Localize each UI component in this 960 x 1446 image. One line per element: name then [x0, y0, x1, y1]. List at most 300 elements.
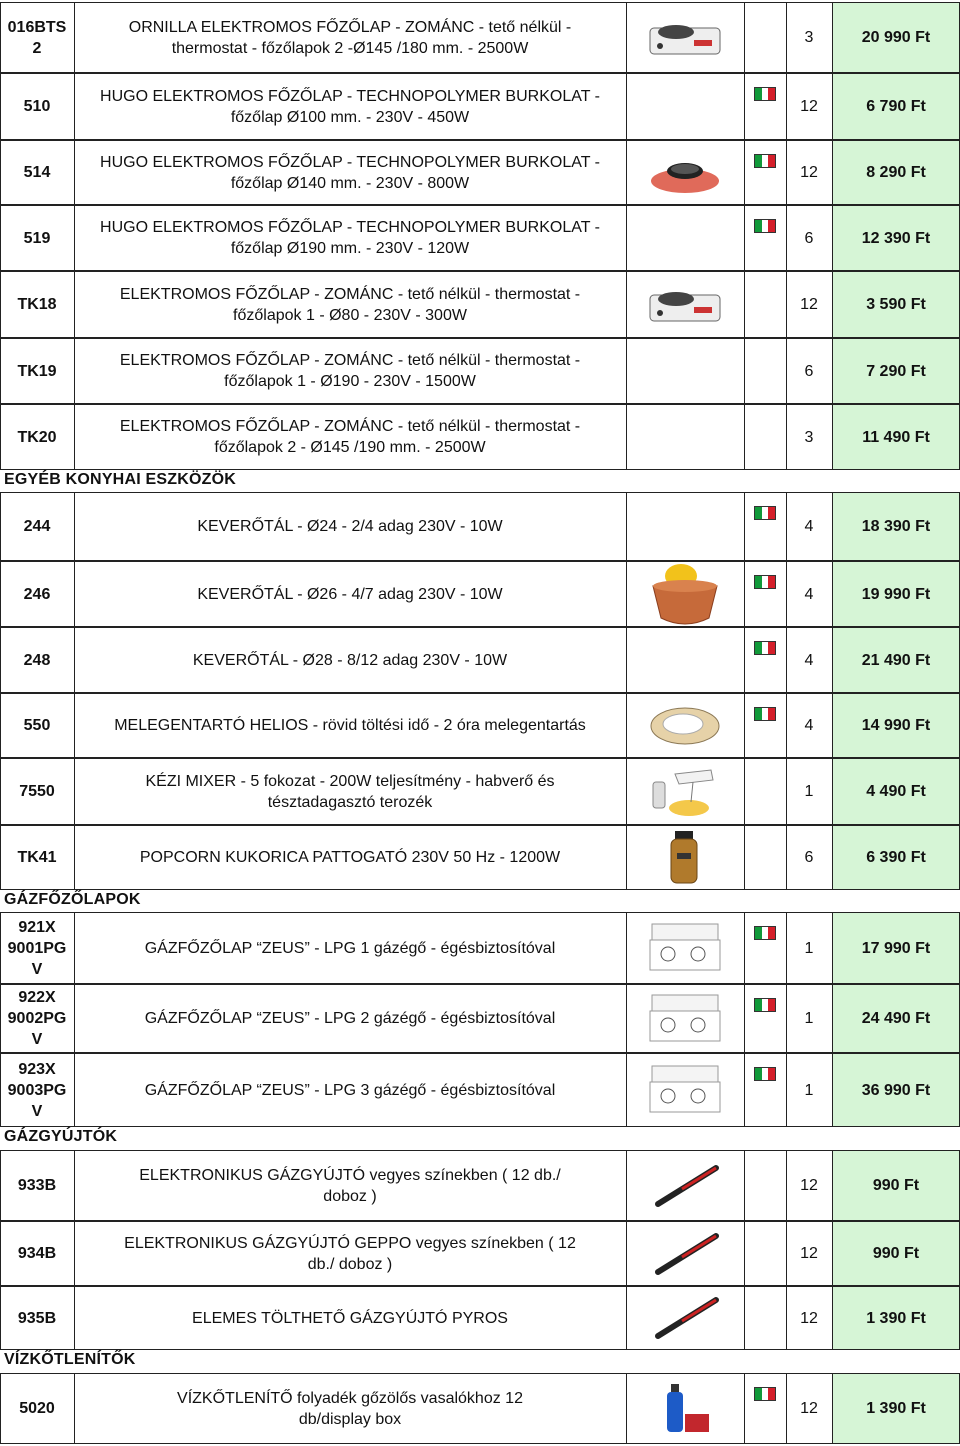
italian-flag-icon [754, 926, 776, 940]
table-border [0, 404, 960, 405]
table-border [74, 758, 75, 825]
table-border [786, 492, 787, 561]
product-code: 510 [23, 98, 51, 115]
table-border [744, 1286, 745, 1350]
product-row [0, 984, 960, 1053]
table-border [0, 271, 960, 272]
table-border [0, 561, 1, 627]
table-border [832, 2, 833, 73]
table-border [0, 2, 1, 73]
product-row [0, 627, 960, 693]
price: 14 990 Ft [832, 693, 960, 758]
table-border [744, 561, 745, 627]
product-row [0, 1221, 960, 1286]
table-border [74, 205, 75, 271]
table-border [0, 338, 1, 404]
product-row [0, 693, 960, 758]
descaler-bottle-icon [626, 1373, 744, 1444]
product-row [0, 1373, 960, 1444]
flag-cell [744, 1150, 786, 1221]
table-border [786, 1286, 787, 1350]
table-border [744, 140, 745, 205]
table-border [786, 912, 787, 984]
quantity: 12 [800, 1400, 818, 1417]
table-border [626, 338, 627, 404]
quantity: 1 [804, 783, 814, 800]
table-border [744, 271, 745, 338]
product-description: ELEMES TÖLTHETŐ GÁZGYÚJTÓ PYROS [192, 1309, 508, 1327]
table-border [832, 912, 833, 984]
product-code: TK41 [17, 849, 57, 866]
table-border [626, 912, 627, 984]
table-border [0, 271, 1, 338]
popcorn-maker-icon [626, 825, 744, 890]
table-border [744, 1053, 745, 1127]
table-border [626, 492, 627, 561]
table-border [74, 73, 75, 140]
product-description: ELEKTRONIKUS GÁZGYÚJTÓ vegyes színekben ( 12 db./ doboz ) [139, 1166, 561, 1205]
flag-cell [744, 2, 786, 73]
product-description: HUGO ELEKTROMOS FŐZŐLAP - TECHNOPOLYMER BURKOLAT - főzőlap Ø190 mm. - 230V - 120W [100, 219, 600, 257]
product-code: TK19 [17, 362, 57, 380]
product-code: 923X 9003PG V [7, 1060, 67, 1120]
table-border [832, 492, 833, 561]
product-description: HUGO ELEKTROMOS FŐZŐLAP - TECHNOPOLYMER BURKOLAT - főzőlap Ø100 mm. - 230V - 450W [100, 87, 600, 126]
table-border [786, 561, 787, 627]
product-row [0, 1150, 960, 1221]
table-border [74, 1373, 75, 1444]
flag-cell [744, 404, 786, 470]
flag-cell [744, 1373, 786, 1444]
lighter-icon [626, 1286, 744, 1350]
italian-flag-icon [754, 1067, 776, 1081]
table-border [0, 2, 960, 3]
table-border [744, 693, 745, 758]
table-border [626, 271, 627, 338]
image-cell [626, 338, 744, 404]
table-border [786, 693, 787, 758]
quantity: 1 [804, 939, 814, 957]
table-border [0, 205, 1, 271]
quantity: 3 [804, 428, 814, 446]
table-border [626, 1373, 627, 1444]
product-row [0, 1286, 960, 1350]
price: 17 990 Ft [832, 912, 960, 984]
table-border [744, 1373, 745, 1444]
table-border [74, 825, 75, 890]
table-border [74, 2, 75, 73]
table-border [832, 1150, 833, 1221]
table-border [0, 912, 1, 984]
table-border [744, 2, 745, 73]
table-border [0, 1286, 1, 1350]
table-border [786, 627, 787, 693]
table-border [74, 693, 75, 758]
table-border [0, 1373, 1, 1444]
table-border [744, 984, 745, 1053]
price: 990 Ft [832, 1150, 960, 1221]
quantity: 6 [804, 849, 814, 866]
quantity: 12 [800, 98, 818, 115]
table-border [626, 2, 627, 73]
price: 1 390 Ft [832, 1373, 960, 1444]
flag-cell [744, 1286, 786, 1350]
table-border [0, 140, 960, 141]
table-border [832, 825, 833, 890]
table-border [832, 1286, 833, 1350]
flag-cell [744, 1053, 786, 1127]
quantity: 4 [804, 717, 814, 734]
section-heading: EGYÉB KONYHAI ESZKÖZÖK [4, 471, 236, 488]
italian-flag-icon [754, 154, 776, 168]
table-border [786, 825, 787, 890]
image-cell [626, 73, 744, 140]
flag-cell [744, 693, 786, 758]
flag-cell [744, 73, 786, 140]
price: 24 490 Ft [832, 984, 960, 1053]
table-border [0, 492, 960, 493]
table-border [786, 758, 787, 825]
section-heading-row [0, 890, 960, 912]
product-code: 550 [23, 717, 51, 734]
hotplate-icon [626, 2, 744, 73]
table-border [74, 140, 75, 205]
product-code: 933B [17, 1177, 57, 1194]
product-row [0, 1053, 960, 1127]
hugo-hotplate-icon [626, 140, 744, 205]
product-code: 248 [23, 651, 51, 669]
table-border [0, 492, 1, 561]
table-border [626, 1053, 627, 1127]
table-border [786, 1221, 787, 1286]
quantity: 4 [804, 651, 814, 669]
table-border [744, 404, 745, 470]
table-border [626, 984, 627, 1053]
product-description: ORNILLA ELEKTROMOS FŐZŐLAP - ZOMÁNC - tető nélkül - thermostat - főzőlapok 2 -Ø145 /180 mm. - 2500W [128, 18, 572, 57]
product-description: KEVERŐTÁL - Ø26 - 4/7 adag 230V - 10W [197, 585, 503, 603]
table-border [0, 758, 960, 759]
table-border [744, 492, 745, 561]
table-border [832, 561, 833, 627]
quantity: 1 [804, 1010, 814, 1027]
flag-cell [744, 984, 786, 1053]
table-border [626, 561, 627, 627]
section-heading: GÁZGYÚJTÓK [4, 1128, 118, 1145]
table-border [0, 1373, 960, 1374]
table-border [786, 271, 787, 338]
product-description: HUGO ELEKTROMOS FŐZŐLAP - TECHNOPOLYMER BURKOLAT - főzőlap Ø140 mm. - 230V - 800W [100, 153, 600, 192]
quantity: 12 [800, 1245, 818, 1262]
table-border [832, 693, 833, 758]
table-border [832, 140, 833, 205]
mixing-bowl-icon [626, 561, 744, 627]
product-description: POPCORN KUKORICA PATTOGATÓ 230V 50 Hz - 1200W [139, 849, 561, 866]
product-description: MELEGENTARTÓ HELIOS - rövid töltési idő - 2 óra melegentartás [114, 717, 586, 734]
quantity: 6 [804, 229, 814, 247]
product-description: GÁZFŐZŐLAP “ZEUS” - LPG 1 gázégő - égésbiztosítóval [144, 939, 556, 957]
product-row [0, 912, 960, 984]
product-row [0, 140, 960, 205]
table-border [626, 758, 627, 825]
table-border [786, 984, 787, 1053]
product-row [0, 338, 960, 404]
table-border [74, 271, 75, 338]
table-border [744, 1221, 745, 1286]
table-border [0, 1221, 1, 1286]
table-border [74, 338, 75, 404]
quantity: 6 [804, 362, 814, 380]
price: 11 490 Ft [832, 404, 960, 470]
table-border [0, 1053, 1, 1127]
price: 19 990 Ft [832, 561, 960, 627]
flag-cell [744, 825, 786, 890]
price: 8 290 Ft [832, 140, 960, 205]
price: 21 490 Ft [832, 627, 960, 693]
table-border [626, 693, 627, 758]
product-code: 922X 9002PG V [7, 989, 67, 1048]
table-border [0, 627, 1, 693]
quantity: 4 [804, 585, 814, 603]
table-border [0, 984, 1, 1053]
table-border [74, 912, 75, 984]
table-border [744, 627, 745, 693]
table-border [832, 1221, 833, 1286]
table-border [74, 627, 75, 693]
flag-cell [744, 1221, 786, 1286]
table-border [786, 1053, 787, 1127]
table-border [832, 1373, 833, 1444]
table-border [626, 825, 627, 890]
table-border [74, 984, 75, 1053]
product-row [0, 205, 960, 271]
table-border [744, 758, 745, 825]
price: 20 990 Ft [832, 2, 960, 73]
table-border [0, 73, 960, 74]
image-cell [626, 627, 744, 693]
flag-cell [744, 205, 786, 271]
product-code: 246 [23, 585, 51, 603]
table-border [832, 627, 833, 693]
table-border [0, 205, 960, 206]
product-row [0, 492, 960, 561]
table-border [74, 1150, 75, 1221]
table-border [744, 73, 745, 140]
quantity: 1 [804, 1081, 814, 1099]
table-border [786, 1373, 787, 1444]
gas-stove-icon [626, 1053, 744, 1127]
flag-cell [744, 338, 786, 404]
table-border [626, 140, 627, 205]
italian-flag-icon [754, 707, 776, 721]
table-border [832, 984, 833, 1053]
table-border [74, 561, 75, 627]
section-heading-row [0, 470, 960, 492]
table-border [0, 1150, 1, 1221]
table-border [786, 338, 787, 404]
table-border [0, 1443, 960, 1444]
gas-stove-icon [626, 912, 744, 984]
product-code: 935B [17, 1309, 57, 1327]
hotplate-icon [626, 271, 744, 338]
lighter-icon [626, 1150, 744, 1221]
price: 1 390 Ft [832, 1286, 960, 1350]
table-border [626, 1221, 627, 1286]
price: 6 390 Ft [832, 825, 960, 890]
price: 36 990 Ft [832, 1053, 960, 1127]
product-description: ELEKTROMOS FŐZŐLAP - ZOMÁNC - tető nélkül - thermostat - főzőlapok 1 - Ø80 - 230V - 300W [119, 285, 581, 324]
product-description: GÁZFŐZŐLAP “ZEUS” - LPG 3 gázégő - égésbiztosítóval [144, 1081, 556, 1099]
table-border [0, 912, 960, 913]
product-description: ELEKTROMOS FŐZŐLAP - ZOMÁNC - tető nélkül - thermostat - főzőlapok 1 - Ø190 - 230V - 1500W [119, 352, 581, 390]
quantity: 12 [800, 296, 818, 313]
table-border [74, 404, 75, 470]
table-border [832, 73, 833, 140]
product-description: ELEKTRONIKUS GÁZGYÚJTÓ GEPPO vegyes színekben ( 12 db./ doboz ) [124, 1234, 576, 1273]
table-border [0, 758, 1, 825]
table-border [0, 561, 960, 562]
table-border [744, 825, 745, 890]
price: 6 790 Ft [832, 73, 960, 140]
quantity: 12 [800, 1309, 818, 1327]
flag-cell [744, 492, 786, 561]
table-border [0, 73, 1, 140]
image-cell [626, 492, 744, 561]
table-border [626, 205, 627, 271]
table-border [832, 205, 833, 271]
flag-cell [744, 758, 786, 825]
italian-flag-icon [754, 575, 776, 589]
italian-flag-icon [754, 87, 776, 101]
product-row [0, 758, 960, 825]
table-border [74, 492, 75, 561]
product-row [0, 271, 960, 338]
product-code: 7550 [19, 783, 55, 800]
hand-mixer-icon [626, 758, 744, 825]
table-border [626, 73, 627, 140]
price: 4 490 Ft [832, 758, 960, 825]
product-code: 519 [23, 229, 51, 247]
section-heading-row [0, 1127, 960, 1150]
product-row [0, 2, 960, 73]
table-border [0, 338, 960, 339]
table-border [0, 404, 1, 470]
table-border [786, 205, 787, 271]
table-border [744, 1150, 745, 1221]
table-border [0, 1286, 960, 1287]
table-border [744, 338, 745, 404]
section-heading: GÁZFŐZŐLAPOK [4, 891, 141, 908]
section-heading: VÍZKŐTLENÍTŐK [4, 1351, 136, 1368]
table-border [0, 1053, 960, 1054]
table-border [786, 404, 787, 470]
quantity: 12 [800, 164, 818, 181]
table-border [626, 1150, 627, 1221]
table-border [626, 1286, 627, 1350]
table-border [832, 758, 833, 825]
gas-stove-icon [626, 984, 744, 1053]
price: 12 390 Ft [832, 205, 960, 271]
italian-flag-icon [754, 1387, 776, 1401]
flag-cell [744, 271, 786, 338]
flag-cell [744, 140, 786, 205]
price: 3 590 Ft [832, 271, 960, 338]
table-border [626, 404, 627, 470]
product-code: 016BTS 2 [7, 18, 67, 57]
flag-cell [744, 627, 786, 693]
table-border [0, 984, 960, 985]
table-border [786, 1150, 787, 1221]
italian-flag-icon [754, 219, 776, 233]
product-code: 934B [17, 1245, 57, 1262]
product-code: 5020 [19, 1400, 55, 1417]
italian-flag-icon [754, 506, 776, 520]
table-border [832, 404, 833, 470]
table-border [0, 693, 960, 694]
table-border [744, 912, 745, 984]
table-border [786, 140, 787, 205]
table-border [744, 205, 745, 271]
table-border [0, 825, 1, 890]
quantity: 4 [804, 518, 814, 535]
table-border [0, 627, 960, 628]
product-code: 921X 9001PG V [7, 918, 67, 978]
section-heading-row [0, 1350, 960, 1373]
product-description: KÉZI MIXER - 5 fokozat - 200W teljesítmény - habverő és tésztadagasztó terozék [145, 772, 555, 811]
quantity: 3 [804, 29, 814, 46]
table-border [832, 271, 833, 338]
table-border [0, 1150, 960, 1151]
table-border [832, 1053, 833, 1127]
table-border [74, 1221, 75, 1286]
product-description: GÁZFŐZŐLAP “ZEUS” - LPG 2 gázégő - égésbiztosítóval [144, 1010, 556, 1027]
image-cell [626, 205, 744, 271]
product-code: 514 [23, 164, 51, 181]
table-border [786, 73, 787, 140]
table-border [74, 1286, 75, 1350]
price: 18 390 Ft [832, 492, 960, 561]
lighter-icon [626, 1221, 744, 1286]
product-row [0, 825, 960, 890]
product-description: KEVERŐTÁL - Ø24 - 2/4 adag 230V - 10W [197, 518, 503, 535]
product-description: VÍZKŐTLENÍTŐ folyadék gőzölős vasalókhoz 12 db/display box [177, 1389, 523, 1428]
product-row [0, 404, 960, 470]
table-border [786, 2, 787, 73]
table-border [626, 627, 627, 693]
flag-cell [744, 561, 786, 627]
table-border [0, 825, 960, 826]
italian-flag-icon [754, 998, 776, 1012]
table-border [74, 1053, 75, 1127]
product-row [0, 73, 960, 140]
flag-cell [744, 912, 786, 984]
product-code: TK20 [17, 428, 57, 446]
table-border [0, 1221, 960, 1222]
product-row [0, 561, 960, 627]
product-description: ELEKTROMOS FŐZŐLAP - ZOMÁNC - tető nélkül - thermostat - főzőlapok 2 - Ø145 /190 mm. - 2500W [119, 418, 581, 456]
italian-flag-icon [754, 641, 776, 655]
product-description: KEVERŐTÁL - Ø28 - 8/12 adag 230V - 10W [192, 651, 508, 669]
table-border [0, 140, 1, 205]
price: 990 Ft [832, 1221, 960, 1286]
table-border [832, 338, 833, 404]
plate-warmer-icon [626, 693, 744, 758]
table-border [0, 693, 1, 758]
price: 7 290 Ft [832, 338, 960, 404]
image-cell [626, 404, 744, 470]
quantity: 12 [800, 1177, 818, 1194]
product-code: 244 [23, 518, 51, 535]
product-code: TK18 [17, 296, 57, 313]
